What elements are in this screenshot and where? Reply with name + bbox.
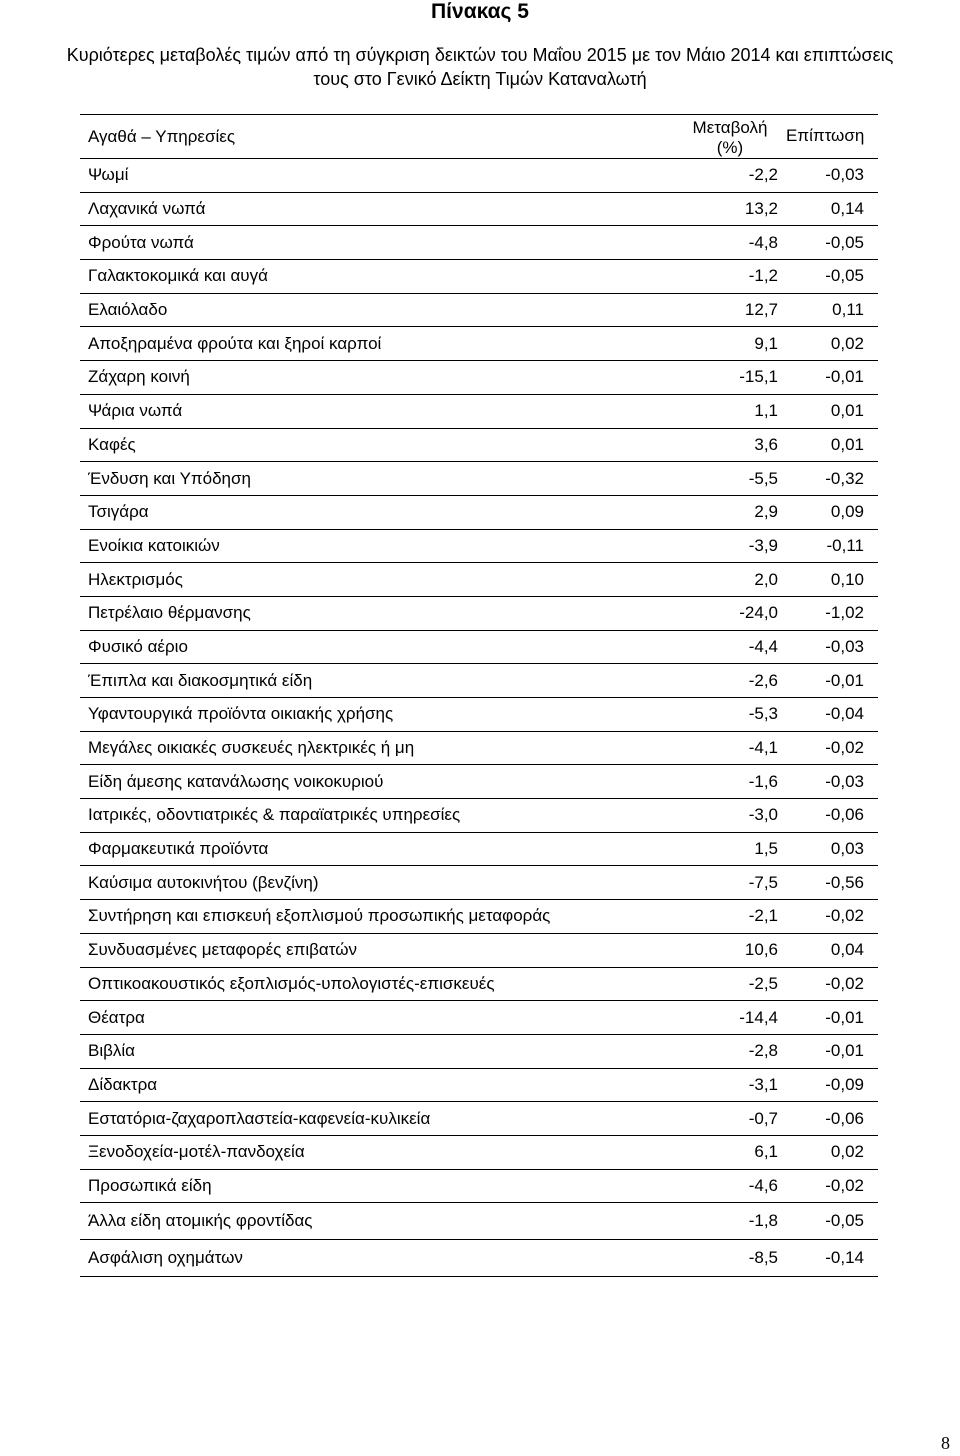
- row-item-name: Βιβλία: [80, 1034, 634, 1068]
- row-weight-value: -0,01: [786, 361, 878, 395]
- row-item-name: Θέατρα: [80, 1001, 634, 1035]
- table-row: [80, 664, 878, 698]
- table-row: [80, 866, 878, 900]
- row-weight-value: 0,11: [786, 293, 878, 327]
- title-line-1: Κυριότερες μεταβολές τιμών από τη σύγκριση δεικτών του Μαΐου 2015 με τον Μάιο 2014 και επιπτώσεις: [66, 45, 894, 65]
- row-change-value: -4,1: [634, 731, 786, 765]
- row-weight-value: -0,04: [786, 698, 878, 732]
- table-row: [80, 1203, 878, 1240]
- row-weight-value: -0,01: [786, 664, 878, 698]
- table-row: [80, 1135, 878, 1169]
- table-row: [80, 361, 878, 395]
- table-row: [80, 1102, 878, 1136]
- table-header: [80, 115, 878, 159]
- row-weight-value: -1,02: [786, 596, 878, 630]
- row-change-value: 1,5: [634, 832, 786, 866]
- row-item-name: Δίδακτρα: [80, 1068, 634, 1102]
- row-weight-value: -0,09: [786, 1068, 878, 1102]
- table-row: [80, 765, 878, 799]
- row-item-name: Λαχανικά νωπά: [80, 192, 634, 226]
- row-weight-value: -0,05: [786, 260, 878, 294]
- table-label: Πίνακας 5: [431, 0, 529, 23]
- row-item-name: Ψωμί: [80, 159, 634, 193]
- row-change-value: 6,1: [634, 1135, 786, 1169]
- table-row: [80, 462, 878, 496]
- row-weight-value: 0,04: [786, 933, 878, 967]
- page-number: 8: [941, 1433, 950, 1453]
- row-item-name: Γαλακτοκομικά και αυγά: [80, 260, 634, 294]
- row-weight-value: -0,05: [786, 1203, 878, 1240]
- row-weight-value: -0,56: [786, 866, 878, 900]
- document-title: [0, 43, 960, 91]
- row-item-name: Ασφάλιση οχημάτων: [80, 1240, 634, 1277]
- row-item-name: Ζάχαρη κοινή: [80, 361, 634, 395]
- row-item-name: Ιατρικές, οδοντιατρικές & παραϊατρικές υπηρεσίες: [80, 799, 634, 833]
- row-change-value: -8,5: [634, 1240, 786, 1277]
- header-item: Αγαθά – Υπηρεσίες: [80, 115, 634, 159]
- row-change-value: -7,5: [634, 866, 786, 900]
- row-change-value: -4,8: [634, 226, 786, 260]
- price-changes-table: [80, 114, 878, 1277]
- row-change-value: -3,0: [634, 799, 786, 833]
- table-row: [80, 1068, 878, 1102]
- table-row: [80, 529, 878, 563]
- row-item-name: Ηλεκτρισμός: [80, 563, 634, 597]
- row-item-name: Μεγάλες οικιακές συσκευές ηλεκτρικές ή μη: [80, 731, 634, 765]
- row-change-value: 3,6: [634, 428, 786, 462]
- row-weight-value: -0,02: [786, 967, 878, 1001]
- row-weight-value: -0,02: [786, 731, 878, 765]
- table-row: [80, 394, 878, 428]
- table-row: [80, 1001, 878, 1035]
- row-item-name: Καύσιμα αυτοκινήτου (βενζίνη): [80, 866, 634, 900]
- row-change-value: -4,6: [634, 1169, 786, 1203]
- row-item-name: Υφαντουργικά προϊόντα οικιακής χρήσης: [80, 698, 634, 732]
- table-row: [80, 1034, 878, 1068]
- table-row: [80, 731, 878, 765]
- table-row: [80, 192, 878, 226]
- row-weight-value: -0,32: [786, 462, 878, 496]
- table-row: [80, 1169, 878, 1203]
- row-weight-value: -0,05: [786, 226, 878, 260]
- row-change-value: 13,2: [634, 192, 786, 226]
- header-change-line-1: Μεταβολή: [692, 117, 768, 137]
- row-item-name: Συνδυασμένες μεταφορές επιβατών: [80, 933, 634, 967]
- row-change-value: -2,8: [634, 1034, 786, 1068]
- table-row: [80, 563, 878, 597]
- table-row: [80, 630, 878, 664]
- row-weight-value: -0,03: [786, 630, 878, 664]
- row-weight-value: 0,01: [786, 394, 878, 428]
- row-item-name: Φυσικό αέριο: [80, 630, 634, 664]
- table-row: [80, 159, 878, 193]
- row-weight-value: -0,01: [786, 1034, 878, 1068]
- row-change-value: 10,6: [634, 933, 786, 967]
- row-item-name: Συντήρηση και επισκευή εξοπλισμού προσωπικής μεταφοράς: [80, 900, 634, 934]
- title-line-2: τους στο Γενικό Δείκτη Τιμών Καταναλωτή: [313, 69, 647, 89]
- row-change-value: -24,0: [634, 596, 786, 630]
- row-weight-value: -0,06: [786, 799, 878, 833]
- row-weight-value: -0,11: [786, 529, 878, 563]
- row-item-name: Φρούτα νωπά: [80, 226, 634, 260]
- row-change-value: -4,4: [634, 630, 786, 664]
- row-item-name: Ελαιόλαδο: [80, 293, 634, 327]
- row-weight-value: -0,03: [786, 765, 878, 799]
- table-row: [80, 832, 878, 866]
- table-row: [80, 260, 878, 294]
- row-weight-value: 0,02: [786, 1135, 878, 1169]
- row-weight-value: -0,14: [786, 1240, 878, 1277]
- header-row: [80, 115, 878, 159]
- row-weight-value: -0,01: [786, 1001, 878, 1035]
- row-item-name: Ψάρια νωπά: [80, 394, 634, 428]
- table-row: [80, 799, 878, 833]
- row-weight-value: 0,01: [786, 428, 878, 462]
- row-change-value: -2,2: [634, 159, 786, 193]
- row-item-name: Είδη άμεσης κατανάλωσης νοικοκυριού: [80, 765, 634, 799]
- row-item-name: Αποξηραμένα φρούτα και ξηροί καρποί: [80, 327, 634, 361]
- row-change-value: -2,5: [634, 967, 786, 1001]
- table-row: [80, 1240, 878, 1277]
- row-item-name: Εστατόρια-ζαχαροπλαστεία-καφενεία-κυλικεία: [80, 1102, 634, 1136]
- row-change-value: 2,0: [634, 563, 786, 597]
- row-weight-value: -0,02: [786, 1169, 878, 1203]
- row-change-value: -1,8: [634, 1203, 786, 1240]
- row-item-name: Προσωπικά είδη: [80, 1169, 634, 1203]
- row-change-value: -15,1: [634, 361, 786, 395]
- row-weight-value: -0,06: [786, 1102, 878, 1136]
- row-weight-value: 0,02: [786, 327, 878, 361]
- row-change-value: -2,6: [634, 664, 786, 698]
- row-weight-value: 0,14: [786, 192, 878, 226]
- row-item-name: Πετρέλαιο θέρμανσης: [80, 596, 634, 630]
- row-item-name: Άλλα είδη ατομικής φροντίδας: [80, 1203, 634, 1240]
- row-change-value: -3,9: [634, 529, 786, 563]
- table-row: [80, 428, 878, 462]
- table-row: [80, 900, 878, 934]
- table-row: [80, 967, 878, 1001]
- row-change-value: -0,7: [634, 1102, 786, 1136]
- row-weight-value: -0,02: [786, 900, 878, 934]
- row-change-value: 12,7: [634, 293, 786, 327]
- row-weight-value: 0,10: [786, 563, 878, 597]
- row-item-name: Ενοίκια κατοικιών: [80, 529, 634, 563]
- table-row: [80, 495, 878, 529]
- row-change-value: -14,4: [634, 1001, 786, 1035]
- table-row: [80, 226, 878, 260]
- row-item-name: Οπτικοακουστικός εξοπλισμός-υπολογιστές-επισκευές: [80, 967, 634, 1001]
- row-change-value: -5,3: [634, 698, 786, 732]
- table-row: [80, 698, 878, 732]
- row-change-value: 1,1: [634, 394, 786, 428]
- header-change-line-2: (%): [716, 137, 744, 157]
- row-change-value: -5,5: [634, 462, 786, 496]
- table-body: [80, 159, 878, 1277]
- row-item-name: Ένδυση και Υπόδηση: [80, 462, 634, 496]
- row-change-value: -1,2: [634, 260, 786, 294]
- row-item-name: Καφές: [80, 428, 634, 462]
- row-weight-value: -0,03: [786, 159, 878, 193]
- table-row: [80, 596, 878, 630]
- row-item-name: Τσιγάρα: [80, 495, 634, 529]
- table-row: [80, 293, 878, 327]
- row-change-value: 9,1: [634, 327, 786, 361]
- row-weight-value: 0,09: [786, 495, 878, 529]
- row-change-value: -1,6: [634, 765, 786, 799]
- row-weight-value: 0,03: [786, 832, 878, 866]
- row-change-value: -3,1: [634, 1068, 786, 1102]
- row-change-value: -2,1: [634, 900, 786, 934]
- table-row: [80, 933, 878, 967]
- row-change-value: 2,9: [634, 495, 786, 529]
- table-row: [80, 327, 878, 361]
- row-item-name: Ξενοδοχεία-μοτέλ-πανδοχεία: [80, 1135, 634, 1169]
- row-item-name: Φαρμακευτικά προϊόντα: [80, 832, 634, 866]
- row-item-name: Έπιπλα και διακοσμητικά είδη: [80, 664, 634, 698]
- header-weight: Επίπτωση: [786, 115, 878, 159]
- header-change: [634, 115, 786, 159]
